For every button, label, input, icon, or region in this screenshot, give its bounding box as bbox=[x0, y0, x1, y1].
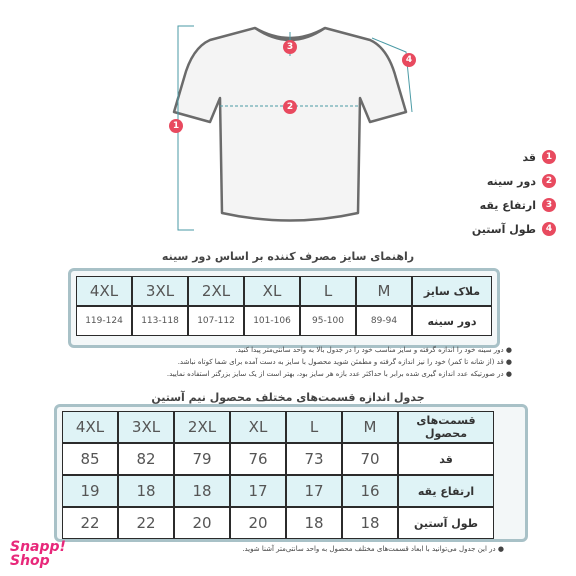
value-cell: 17 bbox=[286, 475, 342, 507]
legend-label: قد bbox=[522, 150, 536, 164]
note-line: ● در صورتیکه عدد اندازه گیری شده برابر با حداکثر عدد بازه هر سایز بود، بهتر است از یک سایز بزرگتر استفاده نمایید. bbox=[166, 370, 512, 378]
value-cell: 16 bbox=[342, 475, 398, 507]
marker-collar: 3 bbox=[283, 40, 297, 54]
tshirt-outline bbox=[174, 28, 406, 221]
legend-label: طول آستین bbox=[471, 222, 536, 236]
row-label: ملاک سایز bbox=[412, 276, 492, 306]
footer-note: ● در این جدول می‌توانید با ابعاد قسمت‌های مختلف محصول به واحد سانتی‌متر آشنا شوید. bbox=[242, 545, 504, 553]
row-label: ارتفاع یقه bbox=[398, 475, 494, 507]
legend-label: ارتفاع یقه bbox=[479, 198, 536, 212]
size-cell: 4XL bbox=[62, 411, 118, 443]
value-cell: 119-124 bbox=[76, 306, 132, 336]
legend-label: دور سینه bbox=[486, 174, 536, 188]
size-cell: XL bbox=[230, 411, 286, 443]
size-cell: XL bbox=[244, 276, 300, 306]
row-label: دور سینه bbox=[412, 306, 492, 336]
size-cell: 4XL bbox=[76, 276, 132, 306]
size-cell: M bbox=[356, 276, 412, 306]
logo-line: Shop bbox=[10, 553, 50, 569]
legend-badge: 3 bbox=[542, 198, 556, 212]
size-cell: L bbox=[300, 276, 356, 306]
logo-line: Snapp! bbox=[10, 539, 66, 555]
value-cell: 73 bbox=[286, 443, 342, 475]
size-cell: 3XL bbox=[118, 411, 174, 443]
value-cell: 18 bbox=[286, 507, 342, 539]
value-cell: 17 bbox=[230, 475, 286, 507]
legend-badge: 1 bbox=[542, 150, 556, 164]
parts-table-header-row bbox=[62, 411, 494, 443]
size-cell: M bbox=[342, 411, 398, 443]
legend-item-chest bbox=[487, 174, 556, 188]
size-cell: 2XL bbox=[188, 276, 244, 306]
row-label: طول آستین bbox=[398, 507, 494, 539]
legend-item-collar bbox=[480, 198, 556, 212]
parts-table-row bbox=[62, 507, 494, 539]
value-cell: 79 bbox=[174, 443, 230, 475]
parts-table-title: جدول اندازه قسمت‌های مختلف محصول نیم آستین bbox=[151, 391, 425, 404]
value-cell: 70 bbox=[342, 443, 398, 475]
value-cell: 76 bbox=[230, 443, 286, 475]
value-cell: 18 bbox=[118, 475, 174, 507]
chest-size-table bbox=[76, 276, 492, 336]
row-label: قسمت‌های محصول bbox=[398, 411, 494, 443]
value-cell: 20 bbox=[174, 507, 230, 539]
note-line: ● قد (از شانه تا کمر) خود را نیز اندازه گرفته و مطمئن شوید محصول با سایز به دست آمده برای شما کوتاه نباشد. bbox=[177, 358, 512, 366]
parts-table-row bbox=[62, 443, 494, 475]
legend-item-height bbox=[522, 150, 556, 164]
value-cell: 113-118 bbox=[132, 306, 188, 336]
chest-table-title: راهنمای سایز مصرف کننده بر اساس دور سینه bbox=[161, 250, 415, 263]
value-cell: 22 bbox=[62, 507, 118, 539]
chest-table-header-row bbox=[76, 276, 492, 306]
value-cell: 95-100 bbox=[300, 306, 356, 336]
value-cell: 89-94 bbox=[356, 306, 412, 336]
size-cell: L bbox=[286, 411, 342, 443]
note-line: ● دور سینه خود را اندازه گرفته و سایز مناسب خود را در جدول بالا به واحد سانتی‌متر پیدا کنید. bbox=[235, 346, 512, 354]
size-cell: 3XL bbox=[132, 276, 188, 306]
marker-sleeve: 4 bbox=[402, 53, 416, 67]
value-cell: 107-112 bbox=[188, 306, 244, 336]
value-cell: 18 bbox=[174, 475, 230, 507]
legend-badge: 2 bbox=[542, 174, 556, 188]
parts-size-table bbox=[62, 411, 494, 539]
value-cell: 85 bbox=[62, 443, 118, 475]
value-cell: 82 bbox=[118, 443, 174, 475]
parts-table-row bbox=[62, 475, 494, 507]
size-cell: 2XL bbox=[174, 411, 230, 443]
value-cell: 22 bbox=[118, 507, 174, 539]
marker-chest: 2 bbox=[283, 100, 297, 114]
value-cell: 101-106 bbox=[244, 306, 300, 336]
chest-table-value-row bbox=[76, 306, 492, 336]
marker-height: 1 bbox=[169, 119, 183, 133]
row-label: قد bbox=[398, 443, 494, 475]
value-cell: 18 bbox=[342, 507, 398, 539]
legend-badge: 4 bbox=[542, 222, 556, 236]
snapp-shop-logo bbox=[10, 540, 66, 568]
value-cell: 19 bbox=[62, 475, 118, 507]
value-cell: 20 bbox=[230, 507, 286, 539]
legend-item-sleeve bbox=[472, 222, 556, 236]
